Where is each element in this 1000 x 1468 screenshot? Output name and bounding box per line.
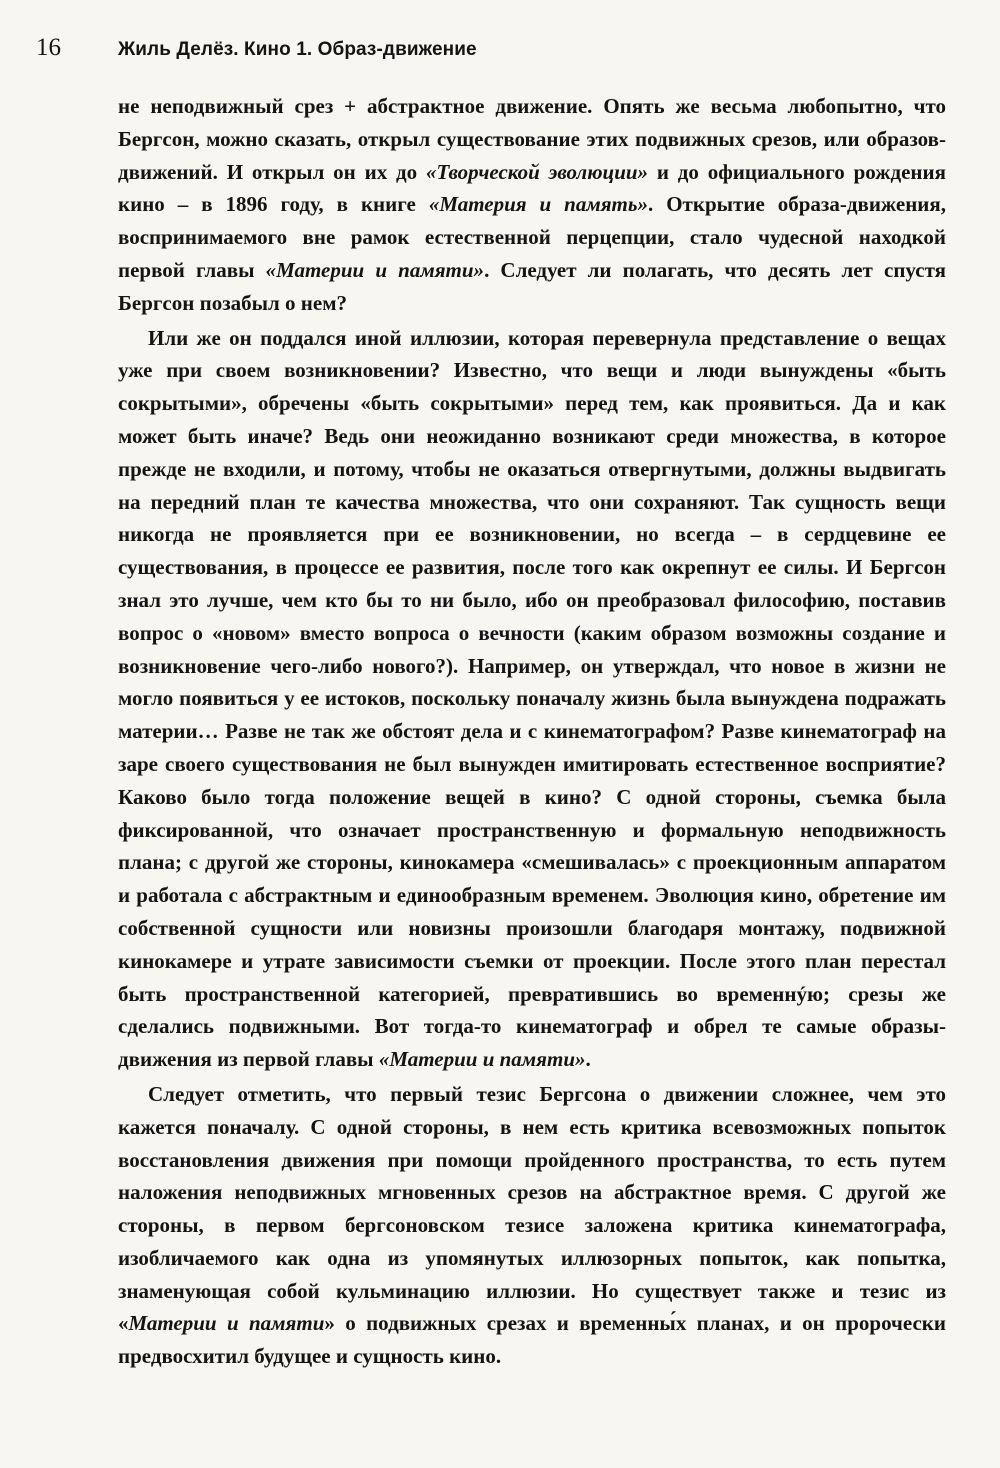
paragraph-2 [118,322,946,1076]
text-segment: . Следует ли полагать, что десять лет спустя Бергсон позабыл о нем? [118,257,946,315]
text-segment: . Открытие образа-движения, воспринимаемого вне рамок естественной перцепции, стало чудесной находкой первой главы [118,192,946,282]
paragraph-3 [118,1078,946,1373]
text-segment: и до официального рождения кино – в 1896 году, в книге [118,159,946,217]
page-number: 16 [36,34,61,61]
text-segment: не неподвижный срез + абстрактное движение. Опять же весьма любопытно, что Бергсон, можно сказать, открыл существование этих подвижных срезов, или образов-движений. И открыл он их до [118,94,946,184]
text-segment: . [585,1047,591,1072]
text-segment: » о подвижных срезах и временны́х планах, и он пророчески предвосхитил будущее и сущность кино. [118,1311,946,1369]
text-segment: Или же он поддался иной иллюзии, которая перевернула представление о вещах уже при своем возникновении? Известно, что вещи и люди вынуждены «быть сокрытыми», обречены «быть сокрытыми» перед тем, как проявиться. Да и как может быть иначе? Ведь они неожиданно возникают среди множества, в которое прежде не входили, и потому, чтобы не оказаться отвергнутыми, должны выдвигать на передний план те качества множества, что они сохраняют. Так сущность вещи никогда не проявляется при ее возникновении, но всегда – в сердцевине ее существования, в процессе ее развития, после того как окрепнут ее силы. И Бергсон знал это лучше, чем кто бы то ни было, ибо он преобразовал философию, поставив вопрос о «новом» вместо вопроса о вечности (каким образом возможны создание и возникновение чего-либо нового?). Например, он утверждал, что новое в жизни не могло появиться у ее истоков, поскольку поначалу жизнь была вынуждена подражать материи… Разве не так же обстоят дела и с кинематографом? Разве кинематограф на заре своего существования не был вынужден имитировать естественное восприятие? Каково было тогда положение вещей в кино? С одной стороны, съемка была фиксированной, что означает пространственную и формальную неподвижность плана; с другой же стороны, кинокамера «смешивалась» с проекционным аппаратом и работала с абстрактным и единообразным временем. Эволюция кино, обретение им собственной сущности или новизны произошли благодаря монтажу, подвижной кинокамере и утрате зависимости съемки от проекции. После этого план перестал быть пространственной категорией, превратившись во временнýю; срезы же сделались подвижными. Вот тогда-то кинематограф и обрел те самые образы-движения из первой главы [118,325,946,1072]
text-segment: Следует отметить, что первый тезис Бергсона о движении сложнее, чем это кажется поначалу. С одной стороны, в нем есть критика всевозможных попыток восстановления движения при помощи пройденного пространства, то есть путем наложения неподвижных мгновенных срезов на абстрактное время. С другой же стороны, в первом бергсоновском тезисе заложена критика кинематографа, изобличаемого как одна из упомянутых иллюзорных попыток, как попытка, знаменующая собой кульминацию иллюзии. Но существует также и тезис из « [118,1081,946,1336]
book-title: «Материя и память» [428,192,648,217]
book-title: Материи и памяти [128,1311,325,1336]
book-title: «Материи и памяти» [378,1047,586,1072]
page-header [36,34,960,66]
running-title: Жиль Делёз. Кино 1. Образ-движение [118,39,477,60]
body-text [118,90,946,1373]
book-title: «Материи и памяти» [265,257,485,282]
paragraph-1 [118,90,946,320]
book-title: «Творческой эволюции» [425,159,649,184]
